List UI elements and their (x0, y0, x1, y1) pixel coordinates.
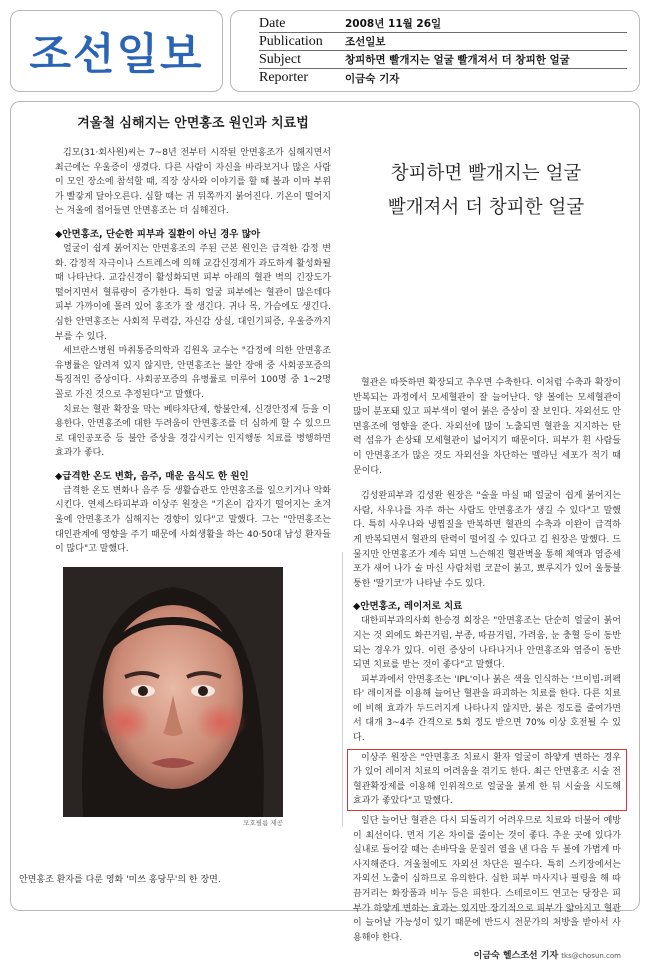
meta-value: 2008년 11월 26일 (345, 18, 442, 30)
meta-value: 조선일보 (345, 36, 386, 48)
headline-line-2: 빨개져서 더 창피한 얼굴 (387, 197, 585, 218)
meta-label: Reporter (259, 70, 308, 85)
left-column (55, 112, 331, 835)
paragraph: 급격한 온도 변화나 음주 등 생활습관도 안면홍조를 일으키거나 악화시킨다. 연세스타피부과 이상주 원장은 "기온이 갑자기 떨어지는 초겨울에 안면홍조가 심해지는 경향이 있다"고 말했다. 그는 "안면홍조는 대인관계에 영향을 주기 때문에 사회생활을 하는 40·50대 남성 환자들이 많다"고 말했다. (55, 485, 331, 555)
movie-still-photo (63, 567, 283, 817)
article-headline (361, 157, 611, 225)
article-clipping (10, 101, 640, 961)
movie-still-figure (63, 567, 283, 835)
section-heading-1: ◆안면홍조, 단순한 피부과 질환이 아닌 경우 많아 (55, 228, 261, 240)
newspaper-logo: 조선일보 (29, 29, 204, 80)
paragraph: 김성완피부과 김성완 원장은 "술을 마실 때 얼굴이 쉽게 붉어지는 사람, 사우나를 자주 하는 사람도 안면홍조가 생길 수 있다"고 말했다. 특히 사우나와 냉찜질을 반복하면 혈관의 수축과 이완이 급격하게 반복되면서 혈관의 탄력이 떨어질 수 있다고 김 원장은 말했다. 드물지만 안면홍조가 계속 되면 느슨해진 혈관벽을 통해 체액과 염증세포가 새어 나가 술 마신 사람처럼 코끝이 붉고, 뾰루지가 있어 울퉁불퉁한 '딸기코'가 나타날 수도 있다. (353, 491, 621, 589)
paragraph: 대한피부과의사회 한승경 회장은 "안면홍조는 단순히 얼굴이 붉어지는 것 외에도 화끈거림, 부종, 따끔거림, 가려움, 눈 충혈 등이 동반되는 경우가 있다. 이런 증상이 나타나거나 안면홍조와 염증이 동반되면 치료를 받는 것이 좋다"고 말했다. (353, 616, 621, 671)
masthead-box (10, 10, 223, 92)
meta-label: Publication (259, 33, 323, 49)
meta-row-reporter (259, 69, 627, 87)
portrait-illustration (63, 567, 283, 817)
article-metadata (230, 10, 640, 92)
intro-paragraph: 김모(31·회사원)씨는 7~8년 전부터 시작된 안면홍조가 심해지면서 최근에는 우울증이 생겼다. 다른 사람이 자신을 바라보거나 많은 사람이 모인 장소에 참석할 때, 직장 상사와 이야기를 할 때 볼과 이마 부위가 빨갛게 달아오른다. 심할 때는 귀 뒤쪽까지 붉어진다. 기온이 떨어지는 겨울에 접어들면 안면홍조는 더 심해진다. (55, 148, 331, 217)
right-column (353, 376, 621, 961)
lead-title: 겨울철 심해지는 안면홍조 원인과 치료법 (77, 116, 309, 131)
byline-name: 이금숙 헬스조선 기자 (473, 951, 559, 961)
paragraph: 혈관은 따뜻하면 확장되고 추우면 수축한다. 이처럼 수축과 확장이 반복되는 과정에서 모세혈관이 잘 늘어난다. 양 볼에는 모세혈관이 많이 분포돼 있고 피부색이 옅어 붉은 증상이 잘 보인다. 자외선도 안면홍조에 영향을 준다. 자외선에 많이 노출되면 혈관을 지지하는 탄력 섬유가 손상돼 모세혈관이 넓어지기 때문이다. 피부가 흰 사람들이 안면홍조가 많은 것도 자외선을 차단하는 멜라닌 세포가 적기 때문이다. (353, 378, 621, 476)
meta-label: Date (259, 15, 286, 31)
meta-value: 이금숙 기자 (345, 72, 400, 85)
column-divider (342, 552, 343, 827)
section-heading-2: ◆급격한 온도 변화, 음주, 매운 음식도 한 원인 (55, 470, 249, 482)
paragraph: 일단 늘어난 혈관은 다시 되돌리기 어려우므로 치료와 더불어 예방이 최선이다. 먼저 기온 차이를 줄이는 것이 좋다. 추운 곳에 있다가 실내로 들어갈 때는 손바닥을 문질러 열을 낸 다음 두 볼에 가볍게 마사지해준다. 겨울철에도 자외선 차단은 필수다. 특히 스키장에서는 자외선 노출이 심하므로 유의한다. 심한 피부 마사지나 필링을 해 따끔거리는 화장품과 비누 등은 피한다. 스테로이드 연고는 당장은 피부가 하얗게 변하는 효과는 있지만 장기적으로 피부가 얇아지고 혈관이 늘어날 가능성이 있기 때문에 반드시 전문가의 처방을 받아서 사용해야 한다. (353, 816, 621, 943)
paragraph: 세브란스병원 마취통증의학과 김원옥 교수는 "감정에 의한 안면홍조 유병률은 알려져 있지 않지만, 안면홍조는 불안 장애 중 사회공포증의 특징적인 증상이다. 사회공포증의 유병률로 미루어 100명 중 1~2명꼴로 가진 것으로 추정된다"고 말했다. (55, 346, 331, 400)
paragraph: 얼굴이 쉽게 붉어지는 안면홍조의 주된 근본 원인은 급격한 감정 변화. 감정적 자극이나 스트레스에 의해 교감신경계가 과도하게 활성화될 때 나타난다. 교감신경이 활성화되면 피부 아래의 혈관 벽의 긴장도가 떨어지면서 혈류량이 증가한다. 특히 얼굴 피부에는 혈관이 많은데다 피부 가까이에 몰려 있어 홍조가 잘 생긴다. 귀나 목, 가슴에도 생긴다. 심한 안면홍조는 사회적 무력감, 자신감 상실, 대인기피증, 우울증까지 부를 수 있다. (55, 243, 331, 342)
meta-row-publication (259, 33, 627, 51)
photo-caption: 안면홍조 환자를 다룬 영화 '미쓰 홍당무'의 한 장면. (19, 875, 221, 885)
paragraph: 피부과에서 안면홍조는 'IPL'이나 붉은 색을 인식하는 '브이빔-퍼펙타' 레이저를 이용해 늘어난 혈관을 파괴하는 치료를 한다. 다른 치료에 비해 효과가 두드러지게 나타나지 않지만, 붉은 정도를 줄여가면서 대개 3~4주 간격으로 5회 정도 받으면 70% 이상 호전될 수 있다. (353, 674, 621, 744)
section-heading-3: ◆안면홍조, 레이저로 치료 (353, 601, 463, 613)
highlighted-paragraph: 이상주 원장은 "안면홍조 치료시 환자 얼굴이 하얗게 변하는 경우가 있어 레이저 치료의 어려움을 겪기도 한다. 최근 안면홍조 시술 전 혈관확장제를 이용해 인위적으로 얼굴을 붉게 한 뒤 시술을 시도해 효과가 좋았다"고 말했다. (353, 752, 621, 807)
byline (353, 948, 621, 961)
headline-line-1: 창피하면 빨개지는 얼굴 (390, 163, 582, 184)
meta-value: 창피하면 빨개지는 얼굴 빨개져서 더 창피한 얼굴 (345, 54, 570, 66)
highlighted-quote-box (347, 749, 627, 811)
meta-label: Subject (259, 51, 301, 67)
meta-row-subject (259, 51, 627, 69)
reporter-email: tks@chosun.com (561, 952, 621, 961)
meta-row-date (259, 15, 627, 33)
paragraph: 치료는 혈관 확장을 막는 베타차단제, 항불안제, 신경안정제 등을 이용한다. 안면홍조에 대한 두려움이 안면홍조를 더 심하게 할 수 있으므로 대인공포증 등 불안 증상을 경감시키는 인지행동 치료를 병행하면 효과가 좋다. (55, 404, 331, 459)
photo-credit: 모호필름 제공 (243, 818, 283, 827)
